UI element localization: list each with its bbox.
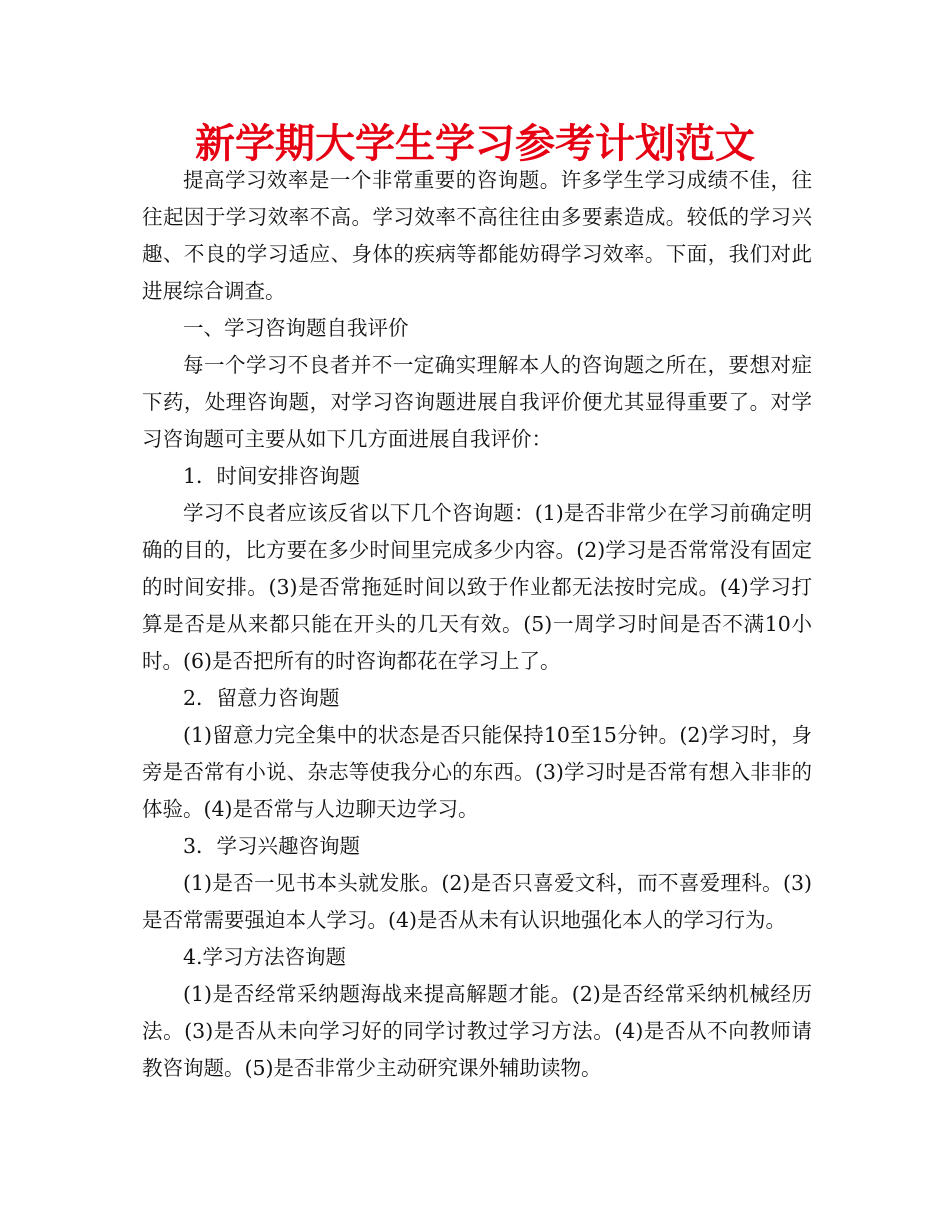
intro-paragraph: 提高学习效率是一个非常重要的咨询题。许多学生学习成绩不佳，往往起因于学习效率不高。学习效率不高往往由多要素造成。较低的学习兴趣、不良的学习适应、身体的疾病等都能妨碍学习效率。下面，我们对此进展综合调查。 <box>142 168 812 303</box>
subheading-method: 4.学习方法咨询题 <box>183 945 347 969</box>
subheading-interest: 3．学习兴趣咨询题 <box>183 834 361 858</box>
interest-paragraph: (1)是否一见书本头就发胀。(2)是否只喜爱文科，而不喜爱理科。(3)是否常需要强迫本人学习。(4)是否从未有认识地强化本人的学习行为。 <box>142 871 812 932</box>
self-evaluation-paragraph: 每一个学习不良者并不一定确实理解本人的咨询题之所在，要想对症下药，处理咨询题，对学习咨询题进展自我评价便尤其显得重要了。对学习咨询题可主要从如下几方面进展自我评价： <box>142 353 812 451</box>
section-heading-self-evaluation: 一、学习咨询题自我评价 <box>183 316 409 340</box>
time-management-paragraph: 学习不良者应该反省以下几个咨询题：(1)是否非常少在学习前确定明确的目的，比方要在多少时间里完成多少内容。(2)学习是否常常没有固定的时间安排。(3)是否常拖延时间以致于作业都无法按时完成。(4)学习打算是否是从来都只能在开头的几天有效。(5)一周学习时间是否不满10小时。(6)是否把所有的时咨询都花在学习上了。 <box>142 501 812 673</box>
subheading-attention: 2．留意力咨询题 <box>183 686 340 710</box>
subheading-time-management: 1．时间安排咨询题 <box>183 464 361 488</box>
attention-paragraph: (1)留意力完全集中的状态是否只能保持10至15分钟。(2)学习时，身旁是否常有小说、杂志等使我分心的东西。(3)学习时是否常有想入非非的体验。(4)是否常与人边聊天边学习。 <box>142 723 812 821</box>
document-body <box>142 162 812 1087</box>
method-paragraph: (1)是否经常采纳题海战来提高解题才能。(2)是否经常采纳机械经历法。(3)是否从未向学习好的同学讨教过学习方法。(4)是否从不向教师请教咨询题。(5)是否非常少主动研究课外辅助读物。 <box>142 982 812 1080</box>
document-title: 新学期大学生学习参考计划范文 <box>195 121 755 167</box>
